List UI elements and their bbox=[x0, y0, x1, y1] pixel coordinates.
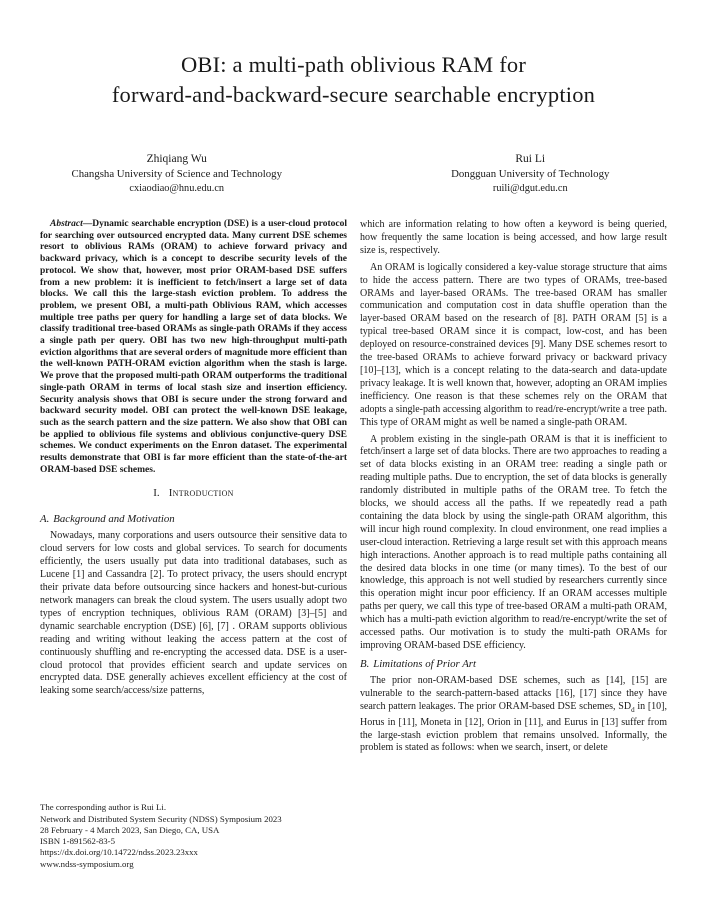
authors-block bbox=[0, 152, 707, 195]
section-title: Introduction bbox=[168, 487, 234, 500]
section-heading-introduction bbox=[40, 486, 347, 500]
prior-art-text-end: in [10], Horus in [11], Moneta in [12], Orion in [11], and Eurus in [13] suffer from the large-stash eviction problem that remains unsolved. Informally, the problem is stated as follows: when we search, insert, or delete bbox=[360, 700, 667, 754]
footnote-corresponding-author: The corresponding author is Rui Li. bbox=[40, 802, 167, 813]
subsection-label: A. bbox=[40, 513, 50, 526]
paragraph-background: Nowadays, many corporations and users outsource their sensitive data to cloud servers for low costs and global services. To search for documents efficiently, the users usually put data into traditional databases, such as Lucene [1] and Cassandra [2]. To protect privacy, the users should encrypt their private data before outsourcing since hackers and honest-but-curious network managers can break the cloud system. The users usually adopt two types of encryption techniques, oblivious RAM (ORAM) [3]–[5] and dynamic searchable encryption (DSE) [6], [7] . ORAM supports oblivious reading and writing without leaking the access pattern at the cost of continuously shuffling and re-encrypting the accessed data. DSE is a user-cloud protocol that provides efficient search and update services on encrypted data. DSE generally achieves excellent efficiency at the cost of leaking some search/access/size patterns, bbox=[40, 530, 347, 697]
two-column-body bbox=[0, 219, 707, 874]
right-column bbox=[360, 219, 667, 874]
subsection-label: B. bbox=[360, 657, 370, 670]
author-affiliation: Changsha University of Science and Technology bbox=[71, 168, 282, 180]
paragraph-single-path-problem: A problem existing in the single-path ORAM is that it is inefficient to fetch/insert a large set of data blocks. There are two approaches to reading a set of data blocks existing in an ORAM tree: reading a single path or reading multiple paths. Due to encryption, the set of data blocks is generally randomly distributed in multiple paths of the ORAM tree. To fetch the blocks, we should access all the paths. If we repeatedly read a path containing the data block by using the single-path ORAM algorithm, this will incur high round complexity. In cloud environment, one read implies a user-cloud interaction. Retrieving a large result set with this approach means high interactions. Another approach is to read multiple paths containing all the desired data blocks in one time (or many times). To the best of our knowledge, this approach is not well studied by researchers currently since this operation might incur poor efficiency. If an ORAM accesses multiple paths per query, we call this type of tree-based ORAM a multi-path ORAM, which has a multi-path eviction algorithm to read/re-encrypt/write the set of accessed paths. Our motivation is to study the multi-path ORAMs for improving ORAM-based DSE efficiency. bbox=[360, 433, 667, 651]
paragraph-prior-art bbox=[360, 675, 667, 755]
section-number: I. bbox=[153, 487, 160, 500]
footnote-isbn: ISBN 1-891562-83-5 bbox=[40, 836, 116, 847]
subsection-title: Background and Motivation bbox=[53, 513, 175, 526]
author-block-1 bbox=[0, 152, 354, 195]
footnote-venue: Network and Distributed System Security (NDSS) Symposium 2023 bbox=[40, 813, 282, 824]
author-email: cxiaodiao@hnu.edu.cn bbox=[129, 183, 225, 194]
paragraph-oram-overview: An ORAM is logically considered a key-value storage structure that aims to hide the access pattern. There are two types of ORAMs, tree-based ORAMs and layer-based ORAMs. The tree-based ORAM has smaller communication and computation cost in data shuffle operation than the layer-based ORAM based on the research of [8]. PATH ORAM [5] is a typical tree-based ORAM since it is compact, low-cost, and has been deployed on resource-constrained devices [9]. Many DSE schemes resort to the tree-based ORAMs to achieve forward privacy or backward privacy [10]–[13], which is a concept relating to the data-search and data-update privacy leakage. It is well known that, however, adopting an ORAM implies inefficiency. One reason is that these schemes rely on the ORAM that adopts a single-path accessing algorithm to read/re-encrypt/write a tree path. This type of ORAM might as well be named a single-path ORAM. bbox=[360, 261, 667, 428]
footnote-doi: https://dx.doi.org/10.14722/ndss.2023.23xxx bbox=[40, 847, 198, 858]
paper-title-line-2: forward-and-backward-secure searchable encryption bbox=[111, 82, 596, 107]
sd-subscript: d bbox=[631, 705, 635, 714]
author-block-2 bbox=[354, 152, 707, 195]
footnote-date-location: 28 February - 4 March 2023, San Diego, CA, USA bbox=[40, 824, 220, 835]
paper-title-line-1: OBI: a multi-path oblivious RAM for bbox=[180, 52, 527, 77]
footnote-block bbox=[40, 802, 347, 874]
author-name: Rui Li bbox=[515, 153, 546, 165]
abstract-text: —Dynamic searchable encryption (DSE) is a user-cloud protocol for searching over outsourced encrypted data. Many current DSE schemes resort to oblivious RAMs (ORAM) to achieve forward privacy and backward privacy, which is a concept to describe security levels of the protocol. We show that, however, most prior ORAM-based DSE suffers from a new problem: it is inefficient to fetch/insert a large set of data blocks. We call this the large-stash eviction problem. To address the problem, we present OBI, a multi-path Oblivious RAM, which accesses multiple tree paths per query for handling a large set of data blocks. We classify traditional tree-based ORAMs as single-path ORAMs if they access a single path per query. OBI has two new high-throughput multi-path eviction algorithms that are several orders of magnitude more efficient than the well-known PATH-ORAM eviction algorithm when the stash is large. We prove that the proposed multi-path ORAM outperforms the traditional single-path ORAM in terms of local stash size and insertion efficiency. Security analysis shows that OBI is secure under the strong forward and backward security model. OBI can protect the well-known DSE leakage, such as the search pattern and the size pattern. We also show that OBI can be applied to oblivious file systems and oblivious conjunctive-query DSE schemes. We conduct experiments on the Enron dataset. The experimental results demonstrate that OBI is far more efficient than the state-of-the-art ORAM-based DSE schemes. bbox=[40, 219, 347, 475]
paragraph-continuation: which are information relating to how often a keyword is being queried, how frequently the same location is being accessed, and how large result size is, respectively. bbox=[360, 219, 667, 256]
subsection-heading-background bbox=[40, 512, 347, 526]
left-column bbox=[40, 219, 347, 874]
author-name: Zhiqiang Wu bbox=[146, 153, 207, 165]
subsection-heading-limitations bbox=[360, 657, 667, 671]
prior-art-text-start: The prior non-ORAM-based DSE schemes, such as [14], [15] are vulnerable to the search-pattern-based attacks [16], [17] since they have search pattern leakages. The prior ORAM-based DSE schemes, SD bbox=[360, 674, 667, 712]
author-email: ruili@dgut.edu.cn bbox=[492, 183, 568, 194]
author-affiliation: Dongguan University of Technology bbox=[451, 168, 610, 180]
paper-title bbox=[0, 0, 707, 110]
footnote-website: www.ndss-symposium.org bbox=[40, 858, 134, 869]
abstract-paragraph bbox=[40, 219, 347, 476]
subsection-title: Limitations of Prior Art bbox=[373, 657, 476, 670]
abstract-label: Abstract bbox=[50, 219, 83, 229]
